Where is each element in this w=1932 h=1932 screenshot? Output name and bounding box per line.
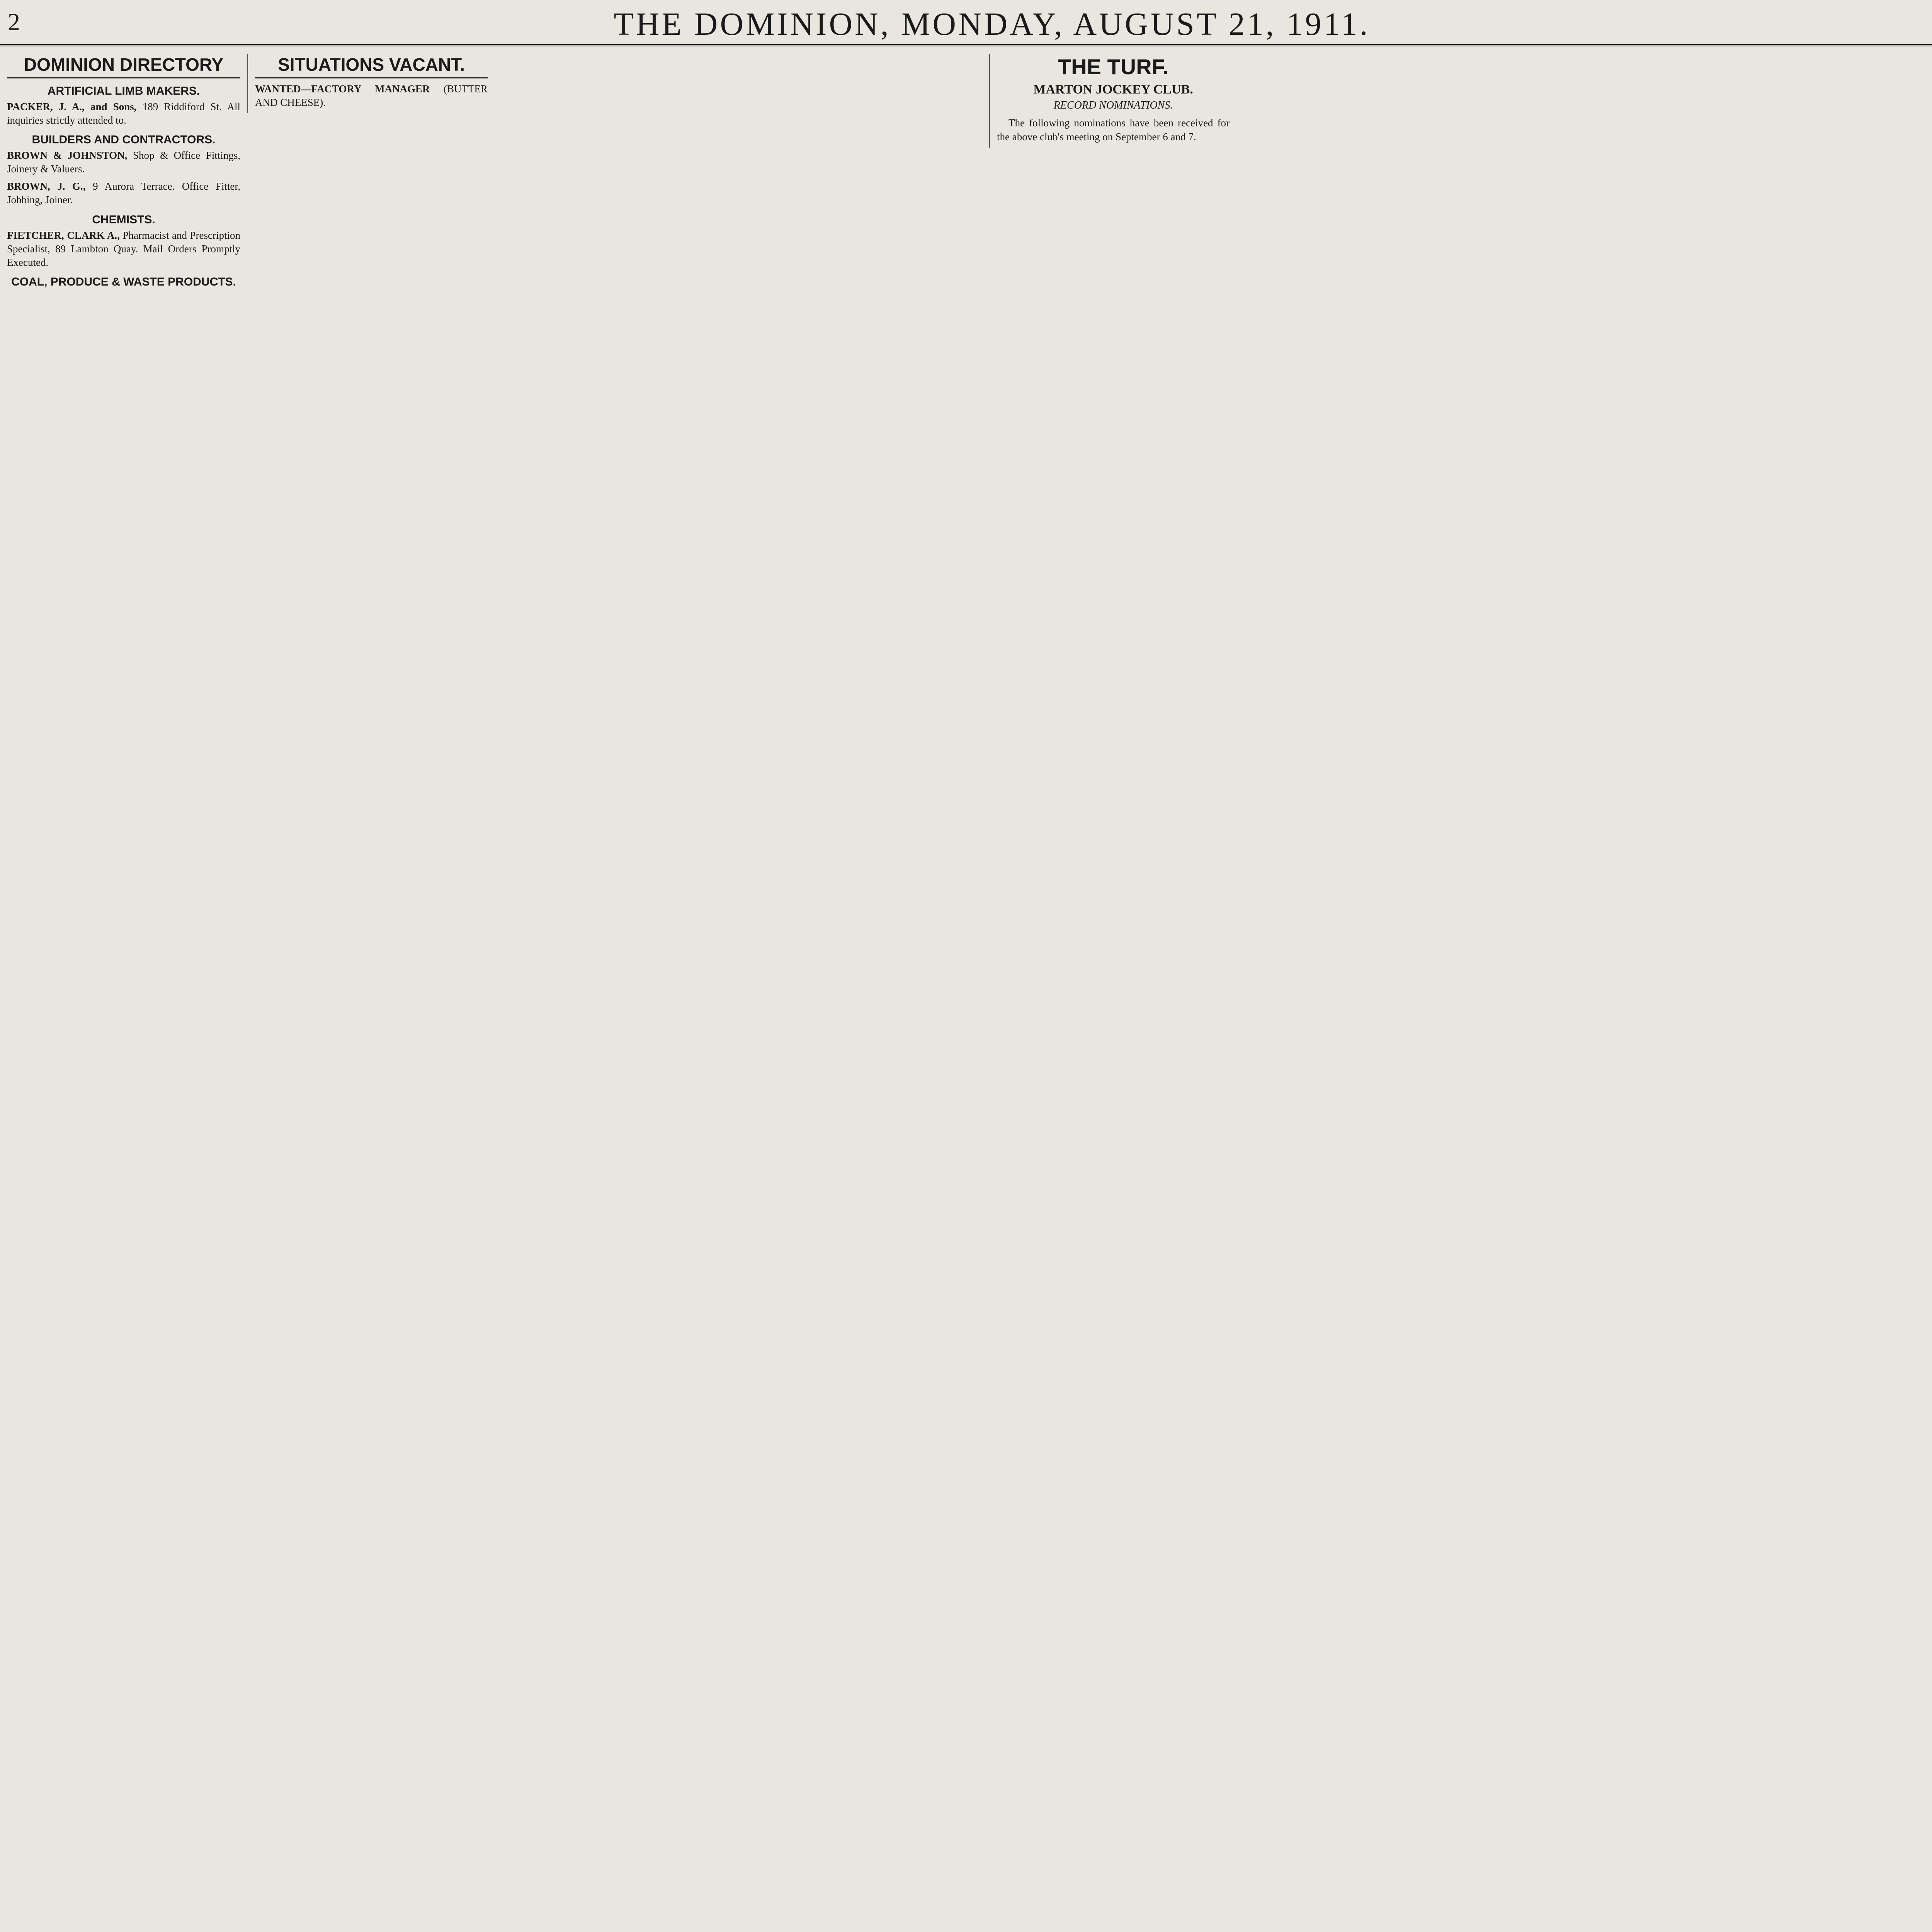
- turf-heading: THE TURF.: [1058, 54, 1169, 79]
- ad-lead: WANTED—FACTORY MANAGER: [255, 83, 430, 95]
- turf-club: MARTON JOCKEY CLUB.: [1033, 82, 1193, 97]
- ad-entry: [7, 100, 240, 127]
- ad-text: 189 Riddiford St. All inquiries strictly attended to.: [7, 101, 241, 126]
- ad-lead: BROWN & JOHNSTON,: [7, 150, 128, 162]
- column-directory: [0, 54, 247, 291]
- ad-text: 9 Aurora Terrace. Office Fitter, Jobbing, Joiner.: [7, 180, 241, 206]
- masthead: [0, 0, 1932, 46]
- newspaper-title: THE DOMINION, MONDAY, AUGUST 21, 1911.: [614, 6, 1370, 42]
- ad-lead: FIETCHER, CLARK A.,: [7, 229, 120, 241]
- ad-entry: [7, 149, 240, 176]
- situations-list: [255, 82, 488, 109]
- directory-category: ARTIFICIAL LIMB MAKERS.: [47, 85, 200, 97]
- page-number: 2: [8, 8, 20, 36]
- directory-heading: DOMINION DIRECTORY: [7, 54, 240, 78]
- ad-text: (BUTTER AND CHEESE).: [255, 83, 488, 109]
- directory-category: COAL, PRODUCE & WASTE PRODUCTS.: [11, 275, 236, 288]
- ad-lead: PACKER, J. A., and Sons,: [7, 101, 137, 112]
- article-paragraph: The following nominations have been received for the above club's meeting on September 6 and 7.: [997, 117, 1230, 143]
- column-turf: [989, 54, 1236, 148]
- ad-text: Shop & Office Fittings, Joinery & Valuers.: [7, 150, 240, 175]
- ad-lead: BROWN, J. G.,: [7, 180, 86, 192]
- ad-text: Pharmacist and Prescription Specialist, 89 Lambton Quay. Mail Orders Promptly Executed.: [7, 229, 241, 268]
- directory-category: BUILDERS AND CONTRACTORS.: [32, 133, 216, 146]
- situations-heading: SITUATIONS VACANT.: [255, 54, 488, 78]
- directory-category: CHEMISTS.: [92, 213, 155, 226]
- ad-entry: [7, 229, 240, 269]
- column-situations: [247, 54, 495, 113]
- ad-entry: [7, 180, 240, 207]
- turf-paragraphs: [997, 116, 1230, 144]
- turf-subheading: RECORD NOMINATIONS.: [1053, 99, 1173, 111]
- directory-list: [7, 85, 240, 289]
- ad-entry: [255, 82, 488, 109]
